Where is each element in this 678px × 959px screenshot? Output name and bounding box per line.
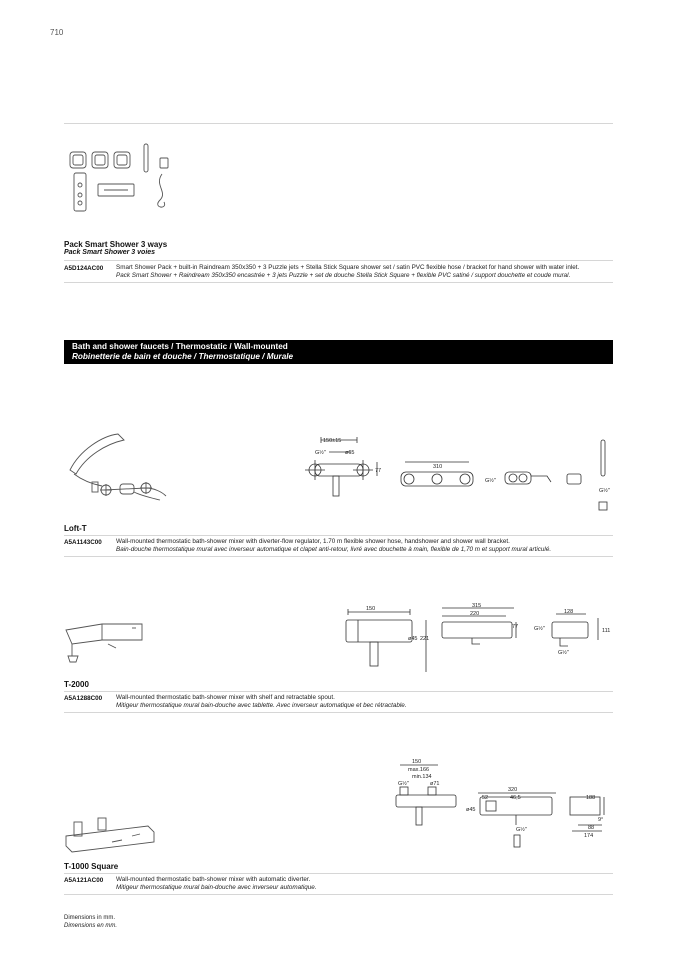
product-name-t-1000-square: T-1000 Square xyxy=(64,862,119,871)
t-1000-square-technical-drawing xyxy=(382,755,622,855)
loft-t-product-image xyxy=(62,430,172,510)
page-number: 710 xyxy=(50,28,64,37)
loft-t-dim-5: 310 xyxy=(433,464,443,470)
row-divider xyxy=(64,260,613,261)
loft-t-dim-1: 150±15 xyxy=(323,438,342,444)
t-2000-dim-4: 315 xyxy=(472,603,482,609)
t-1000-dim-4: G½" xyxy=(398,781,409,787)
row-divider xyxy=(64,712,613,713)
product-description-fr-loft-t: Bain-douche thermostatique mural avec inverseur automatique et clapet anti-retour, livré avec douchette à main, flexible de 1,70 m et support mural articulé. xyxy=(116,546,552,553)
loft-t-dim-3: G½" xyxy=(315,450,326,456)
product-name-loft-t: Loft-T xyxy=(64,524,87,533)
loft-t-dim-6: G½" xyxy=(485,478,496,484)
smart-shower-pack-image xyxy=(64,140,194,215)
footnote: Dimensions in mm. xyxy=(64,915,116,921)
product-name-t-2000: T-2000 xyxy=(64,680,89,689)
row-divider xyxy=(64,535,613,536)
category-banner xyxy=(64,340,613,364)
t-1000-square-product-image xyxy=(62,812,162,862)
pack-description: Smart Shower Pack + built-in Raindream 350x350 + 3 Puzzle jets + Stella Stick Square shower set / satin PVC flexible hose / bracket for hand shower with water inlet. xyxy=(116,264,580,271)
product-code-t-1000-square: A5A121AC00 xyxy=(64,877,104,884)
t-1000-dim-3: min.134 xyxy=(412,774,432,780)
section-divider xyxy=(64,123,613,124)
t-1000-dim-14: 174 xyxy=(584,833,594,839)
t-2000-dim-6: 77 xyxy=(512,624,519,630)
pack-title: Pack Smart Shower 3 ways xyxy=(64,240,168,249)
footnote-fr: Dimensions en mm. xyxy=(64,923,118,929)
row-divider xyxy=(64,873,613,874)
t-1000-dim-9: ø45 xyxy=(466,807,476,813)
pack-title-fr: Pack Smart Shower 3 voies xyxy=(64,249,156,256)
product-code-loft-t: A5A1143C00 xyxy=(64,539,102,546)
product-description-loft-t: Wall-mounted thermostatic bath-shower mixer with diverter-flow regulator, 1.70 m flexible shower hose, handshower and shower wall bracket. xyxy=(116,538,510,545)
pack-description-fr: Pack Smart Shower + Raindream 350x350 encastrée + 3 jets Puzzle + set de douche Stella Stick Square + flexible PVC satiné / support douchette et coude mural. xyxy=(116,272,571,279)
t-1000-dim-7: 52 xyxy=(482,795,489,801)
product-description-t-2000: Wall-mounted thermostatic bath-shower mixer with shelf and retractable spout. xyxy=(116,694,335,701)
loft-t-dim-4: 77 xyxy=(375,468,382,474)
t-1000-dim-2: max.166 xyxy=(408,767,430,773)
loft-t-dim-7: G½" xyxy=(599,488,610,494)
row-divider xyxy=(64,556,613,557)
loft-t-dim-2: ø65 xyxy=(345,450,355,456)
product-description-t-1000-square: Wall-mounted thermostatic bath-shower mixer with automatic diverter. xyxy=(116,876,311,883)
t-2000-dim-9: 111 xyxy=(602,628,611,634)
t-1000-dim-5: ø71 xyxy=(430,781,440,787)
t-1000-dim-1: 150 xyxy=(412,759,422,765)
t-1000-dim-11: 188 xyxy=(586,795,596,801)
loft-t-technical-drawing xyxy=(293,432,623,512)
t-1000-dim-12: 9° xyxy=(598,817,604,823)
t-2000-dim-1: 150 xyxy=(366,606,376,612)
pack-code: A5D124AC00 xyxy=(64,265,104,272)
row-divider xyxy=(64,691,613,692)
t-1000-dim-6: 320 xyxy=(508,787,518,793)
t-2000-technical-drawing xyxy=(330,600,620,680)
t-2000-dim-8: G½" xyxy=(534,626,545,632)
product-description-fr-t-1000-square: Mitigeur thermostatique mural bain-douche avec inverseur automatique. xyxy=(116,884,317,891)
t-1000-dim-8: 46,5 xyxy=(510,795,521,801)
t-2000-dim-7: 128 xyxy=(564,609,574,615)
row-divider xyxy=(64,282,613,283)
t-2000-dim-2: ø45 xyxy=(408,636,418,642)
banner-title: Bath and shower faucets / Thermostatic / Wall-mounted xyxy=(72,342,288,351)
t-2000-dim-3: 221 xyxy=(420,636,430,642)
banner-title-fr: Robinetterie de bain et douche / Thermostatique / Murale xyxy=(72,352,294,361)
t-1000-dim-13: 88 xyxy=(588,825,595,831)
t-2000-dim-5: 220 xyxy=(470,611,480,617)
product-code-t-2000: A5A1288C00 xyxy=(64,695,103,702)
t-2000-dim-10: G½" xyxy=(558,650,569,656)
product-description-fr-t-2000: Mitigeur thermostatique mural bain-douche avec tablette. Avec inverseur automatique et bec rétractable. xyxy=(116,702,407,709)
row-divider xyxy=(64,894,613,895)
t-1000-dim-10: G½" xyxy=(516,827,527,833)
t-2000-product-image xyxy=(62,608,152,668)
